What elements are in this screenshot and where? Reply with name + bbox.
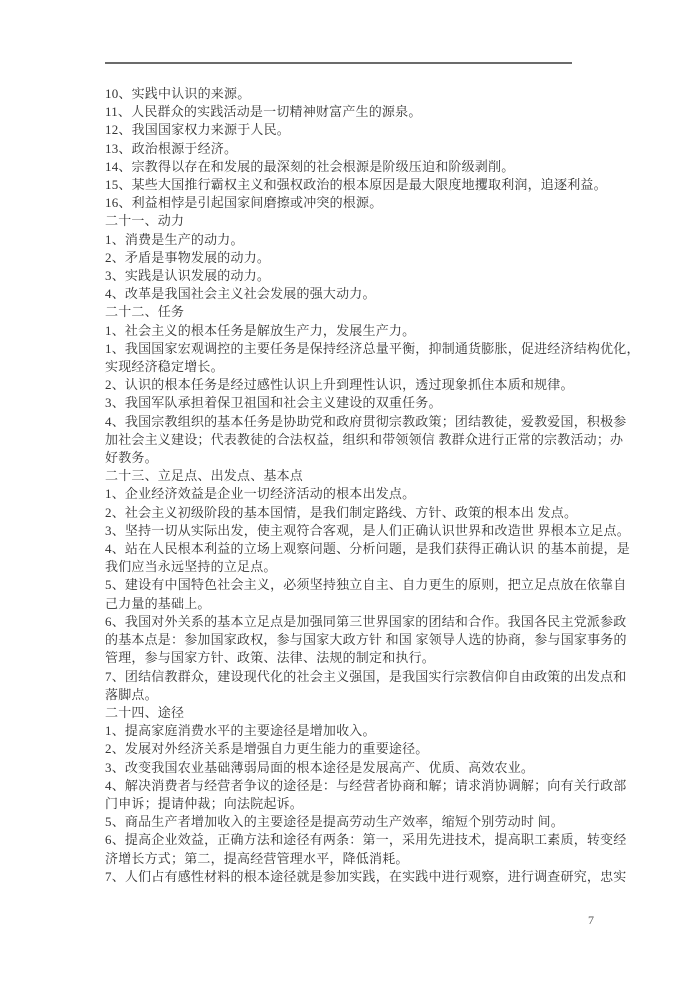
text-line: 落脚点。 — [105, 686, 158, 702]
text-line: 15、某些大国推行霸权主义和强权政治的根本原因是最大限度地攫取利润，追逐利益。 — [105, 177, 607, 193]
text-line: 4、改革是我国社会主义社会发展的强大动力。 — [105, 286, 376, 302]
text-line: 13、政治根源于经济。 — [105, 140, 238, 156]
text-line: 己力量的基础上。 — [105, 595, 211, 611]
text-line: 的基本点是：参加国家政权，参与国家大政方针 和国 家领导人选的协商，参与国家事务的 — [105, 632, 627, 648]
header-rule — [105, 62, 572, 64]
text-line: 10、实践中认识的来源。 — [105, 86, 251, 101]
text-line: 4、我国宗教组织的基本任务是协助党和政府贯彻宗教政策；团结教徒，爱教爱国，积极参 — [105, 413, 627, 429]
section-heading: 二十一、动力 — [105, 213, 185, 229]
page-number: 7 — [588, 913, 594, 927]
text-line: 2、社会主义初级阶段的基本国情，是我们制定路线、方针、政策的根本出 发点。 — [105, 504, 578, 520]
text-line: 4、解决消费者与经营者争议的途径是：与经营者协商和解；请求消协调解；向有关行政部 — [105, 777, 627, 793]
text-line: 1、提高家庭消费水平的主要途径是增加收入。 — [105, 723, 376, 739]
text-line: 加社会主义建设；代表教徒的合法权益，组织和带领领信 教群众进行正常的宗教活动；办 — [105, 431, 624, 447]
text-line: 1、企业经济效益是企业一切经济活动的根本出发点。 — [105, 486, 416, 502]
text-line: 1、社会主义的根本任务是解放生产力，发展生产力。 — [105, 322, 416, 338]
text-line: 2、矛盾是事物发展的动力。 — [105, 249, 271, 265]
section-heading: 二十四、途径 — [105, 704, 185, 720]
text-line: 济增长方式；第二，提高经营管理水平，降低消耗。 — [105, 850, 409, 866]
text-line: 5、建设有中国特色社会主义，必须坚持独立自主、自力更生的原则，把立足点放在依靠自 — [105, 577, 627, 593]
text-line: 7、人们占有感性材料的根本途径就是参加实践，在实践中进行观察，进行调查研究，忠实 — [105, 868, 627, 884]
text-line: 好教务。 — [105, 450, 158, 466]
section-heading: 二十二、任务 — [105, 304, 185, 320]
text-line: 门申诉；提请仲裁；向法院起诉。 — [105, 795, 304, 811]
text-line: 实现经济稳定增长。 — [105, 359, 224, 375]
text-line: 3、坚持一切从实际出发，使主观符合客观，是人们正确认识世界和改造世 界根本立足点。 — [105, 522, 630, 538]
document-body — [105, 85, 640, 886]
text-line: 14、宗教得以存在和发展的最深刻的社会根源是阶级压迫和阶级剥削。 — [105, 158, 515, 174]
text-line: 我们应当永远坚持的立足点。 — [105, 559, 277, 575]
text-line: 7、团结信教群众，建设现代化的社会主义强国，是我国实行宗教信仰自由政策的出发点和 — [105, 668, 627, 684]
text-line: 12、我国国家权力来源于人民。 — [105, 122, 291, 138]
text-line: 3、实践是认识发展的动力。 — [105, 268, 271, 284]
text-line: 2、发展对外经济关系是增强自力更生能力的重要途径。 — [105, 741, 429, 757]
text-line: 管理，参与国家方针、政策、法律、法规的制定和执行。 — [105, 650, 436, 666]
text-line: 5、商品生产者增加收入的主要途径是提高劳动生产效率，缩短个别劳动时 间。 — [105, 814, 564, 830]
text-line: 16、利益相悖是引起国家间磨擦或冲突的根源。 — [105, 195, 383, 211]
text-line: 2、认识的根本任务是经过感性认识上升到理性认识，透过现象抓住本质和规律。 — [105, 377, 574, 393]
text-line: 1、消费是生产的动力。 — [105, 231, 244, 247]
text-line: 6、我国对外关系的基本立足点是加强同第三世界国家的团结和合作。我国各民主党派参政 — [105, 613, 627, 629]
section-heading: 二十三、立足点、出发点、基本点 — [105, 468, 304, 484]
text-line: 3、我国军队承担着保卫祖国和社会主义建设的双重任务。 — [105, 395, 442, 411]
text-line: 3、改变我国农业基础薄弱局面的根本途径是发展高产、优质、高效农业。 — [105, 759, 535, 775]
text-line: 11、人民群众的实践活动是一切精神财富产生的源泉。 — [105, 104, 422, 120]
text-line: 6、提高企业效益，正确方法和途径有两条：第一，采用先进技术，提高职工素质，转变经 — [105, 832, 627, 848]
text-line: 1、我国国家宏观调控的主要任务是保持经济总量平衡，抑制通货膨胀，促进经济结构优化， — [105, 340, 640, 356]
text-line: 4、站在人民根本利益的立场上观察问题、分析问题，是我们获得正确认识 的基本前提，是 — [105, 541, 630, 557]
